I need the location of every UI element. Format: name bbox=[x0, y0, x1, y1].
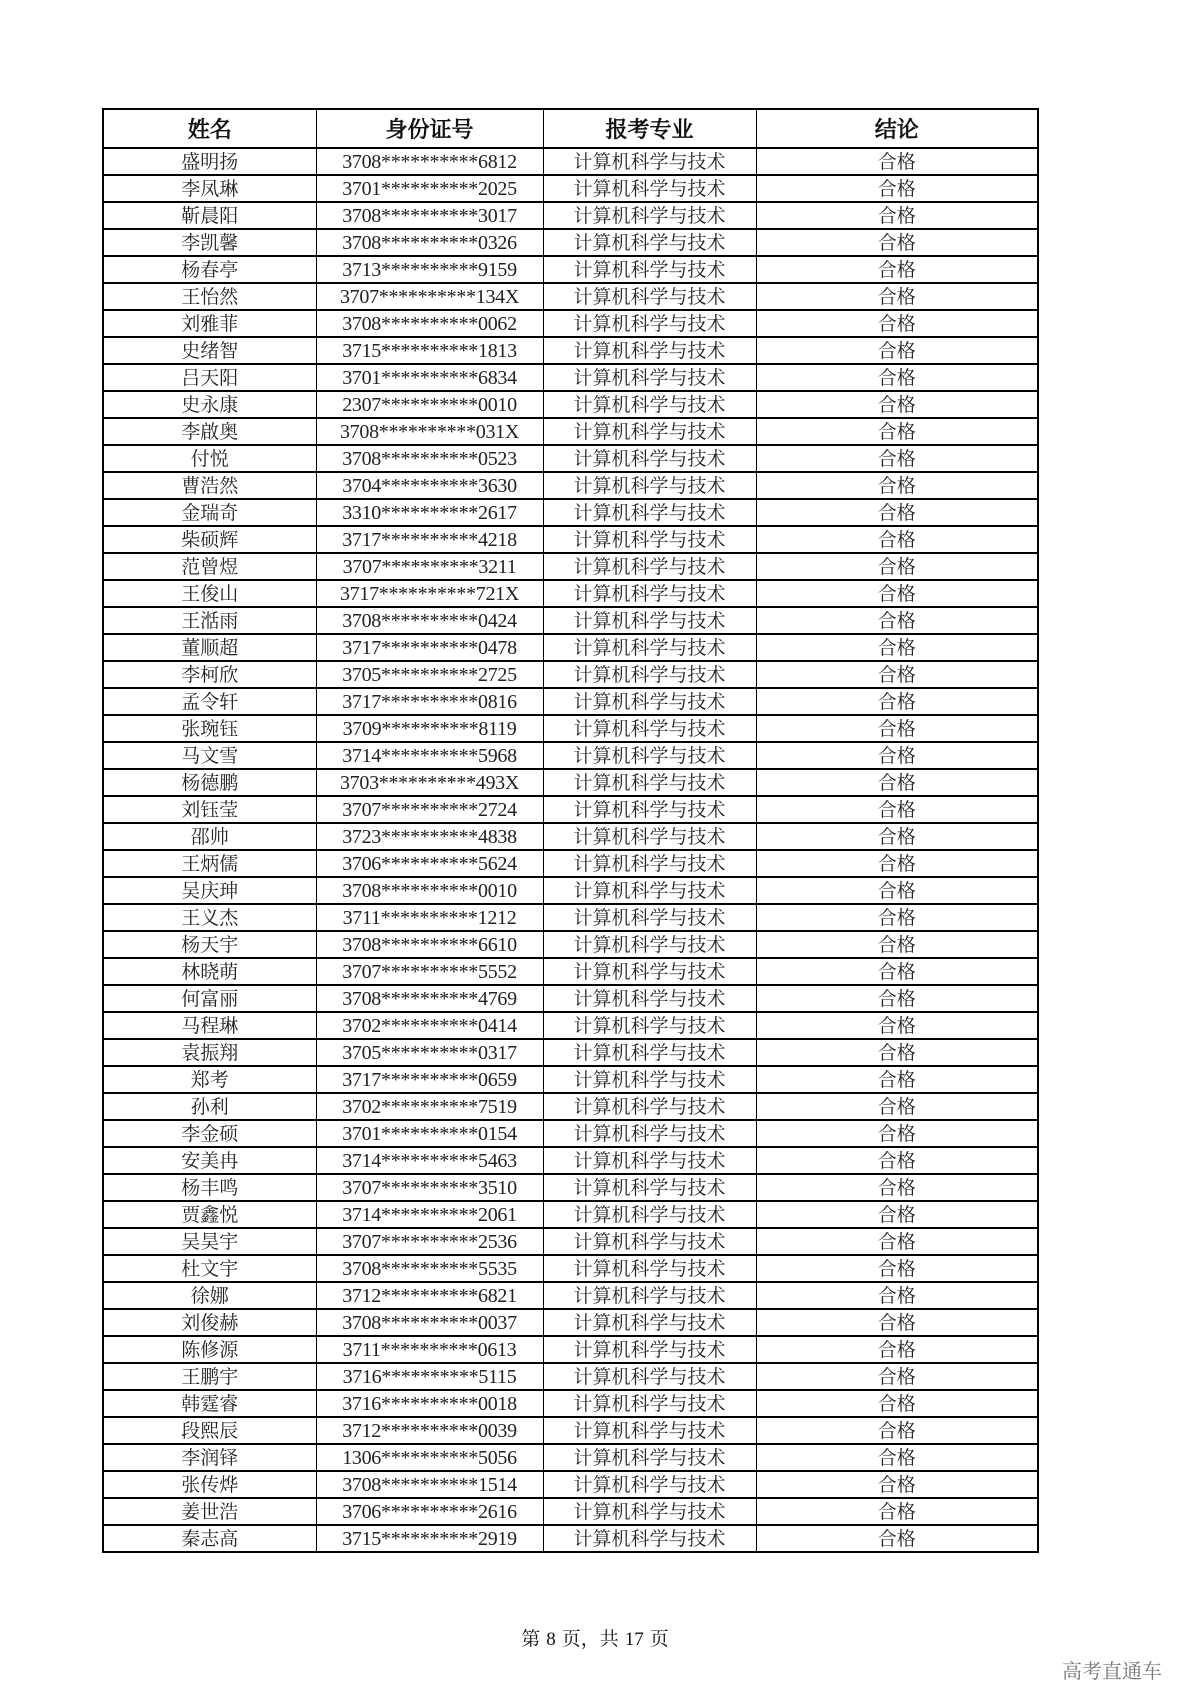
cell-name: 姜世浩 bbox=[103, 1498, 316, 1525]
cell-result: 合格 bbox=[756, 1066, 1038, 1093]
table-row bbox=[103, 1066, 1038, 1093]
cell-id-number: 3702**********0414 bbox=[316, 1012, 543, 1039]
cell-name: 郑考 bbox=[103, 1066, 316, 1093]
cell-id-number: 3714**********2061 bbox=[316, 1201, 543, 1228]
cell-major: 计算机科学与技术 bbox=[543, 1120, 756, 1147]
cell-id-number: 3701**********6834 bbox=[316, 364, 543, 391]
table-row bbox=[103, 202, 1038, 229]
cell-result: 合格 bbox=[756, 931, 1038, 958]
cell-name: 袁振翔 bbox=[103, 1039, 316, 1066]
page-mid: 页，共 bbox=[561, 1629, 619, 1650]
cell-major: 计算机科学与技术 bbox=[543, 1282, 756, 1309]
cell-name: 马程琳 bbox=[103, 1012, 316, 1039]
cell-major: 计算机科学与技术 bbox=[543, 391, 756, 418]
cell-id-number: 3708**********6812 bbox=[316, 148, 543, 175]
table-row bbox=[103, 1363, 1038, 1390]
cell-result: 合格 bbox=[756, 310, 1038, 337]
cell-result: 合格 bbox=[756, 1147, 1038, 1174]
cell-result: 合格 bbox=[756, 985, 1038, 1012]
table-row bbox=[103, 661, 1038, 688]
cell-name: 马文雪 bbox=[103, 742, 316, 769]
table-row bbox=[103, 958, 1038, 985]
cell-major: 计算机科学与技术 bbox=[543, 742, 756, 769]
cell-name: 王俊山 bbox=[103, 580, 316, 607]
cell-name: 刘俊赫 bbox=[103, 1309, 316, 1336]
page-indicator bbox=[0, 1624, 1190, 1651]
cell-name: 柴硕辉 bbox=[103, 526, 316, 553]
table-row bbox=[103, 1417, 1038, 1444]
cell-name: 董顺超 bbox=[103, 634, 316, 661]
cell-id-number: 3701**********0154 bbox=[316, 1120, 543, 1147]
cell-id-number: 3717**********4218 bbox=[316, 526, 543, 553]
cell-major: 计算机科学与技术 bbox=[543, 823, 756, 850]
cell-name: 刘雅菲 bbox=[103, 310, 316, 337]
cell-id-number: 3717**********0816 bbox=[316, 688, 543, 715]
cell-name: 张传烨 bbox=[103, 1471, 316, 1498]
cell-name: 王炳儒 bbox=[103, 850, 316, 877]
table-row bbox=[103, 877, 1038, 904]
cell-id-number: 3712**********0039 bbox=[316, 1417, 543, 1444]
cell-result: 合格 bbox=[756, 769, 1038, 796]
cell-id-number: 3708**********0037 bbox=[316, 1309, 543, 1336]
cell-major: 计算机科学与技术 bbox=[543, 661, 756, 688]
cell-name: 陈修源 bbox=[103, 1336, 316, 1363]
cell-result: 合格 bbox=[756, 1363, 1038, 1390]
cell-id-number: 3310**********2617 bbox=[316, 499, 543, 526]
table-row bbox=[103, 904, 1038, 931]
cell-result: 合格 bbox=[756, 742, 1038, 769]
results-table bbox=[102, 108, 1039, 1553]
cell-major: 计算机科学与技术 bbox=[543, 526, 756, 553]
cell-result: 合格 bbox=[756, 958, 1038, 985]
cell-result: 合格 bbox=[756, 1012, 1038, 1039]
cell-name: 秦志高 bbox=[103, 1525, 316, 1552]
cell-name: 李啟奥 bbox=[103, 418, 316, 445]
table-row bbox=[103, 850, 1038, 877]
table-row bbox=[103, 769, 1038, 796]
cell-major: 计算机科学与技术 bbox=[543, 472, 756, 499]
cell-id-number: 3709**********8119 bbox=[316, 715, 543, 742]
cell-result: 合格 bbox=[756, 715, 1038, 742]
table-row bbox=[103, 1444, 1038, 1471]
table-row bbox=[103, 1498, 1038, 1525]
cell-name: 刘钰莹 bbox=[103, 796, 316, 823]
table-row bbox=[103, 283, 1038, 310]
cell-name: 付悦 bbox=[103, 445, 316, 472]
cell-major: 计算机科学与技术 bbox=[543, 1093, 756, 1120]
cell-result: 合格 bbox=[756, 364, 1038, 391]
table-row bbox=[103, 1012, 1038, 1039]
cell-major: 计算机科学与技术 bbox=[543, 283, 756, 310]
cell-major: 计算机科学与技术 bbox=[543, 850, 756, 877]
cell-result: 合格 bbox=[756, 823, 1038, 850]
cell-result: 合格 bbox=[756, 418, 1038, 445]
table-body bbox=[103, 148, 1038, 1552]
header-major: 报考专业 bbox=[543, 109, 756, 148]
cell-major: 计算机科学与技术 bbox=[543, 931, 756, 958]
cell-id-number: 3716**********5115 bbox=[316, 1363, 543, 1390]
cell-id-number: 3715**********2919 bbox=[316, 1525, 543, 1552]
cell-name: 张琬钰 bbox=[103, 715, 316, 742]
cell-result: 合格 bbox=[756, 148, 1038, 175]
cell-major: 计算机科学与技术 bbox=[543, 1039, 756, 1066]
table-row bbox=[103, 742, 1038, 769]
cell-major: 计算机科学与技术 bbox=[543, 1012, 756, 1039]
cell-result: 合格 bbox=[756, 283, 1038, 310]
cell-id-number: 3708**********0326 bbox=[316, 229, 543, 256]
table-header-row bbox=[103, 109, 1038, 148]
cell-result: 合格 bbox=[756, 445, 1038, 472]
table-row bbox=[103, 1147, 1038, 1174]
cell-result: 合格 bbox=[756, 391, 1038, 418]
cell-name: 李柯欣 bbox=[103, 661, 316, 688]
cell-major: 计算机科学与技术 bbox=[543, 148, 756, 175]
cell-result: 合格 bbox=[756, 688, 1038, 715]
table-row bbox=[103, 1282, 1038, 1309]
cell-major: 计算机科学与技术 bbox=[543, 1174, 756, 1201]
cell-name: 吴庆珅 bbox=[103, 877, 316, 904]
cell-result: 合格 bbox=[756, 1390, 1038, 1417]
cell-id-number: 3713**********9159 bbox=[316, 256, 543, 283]
cell-id-number: 3714**********5463 bbox=[316, 1147, 543, 1174]
cell-id-number: 3703**********493X bbox=[316, 769, 543, 796]
cell-name: 韩霆睿 bbox=[103, 1390, 316, 1417]
cell-major: 计算机科学与技术 bbox=[543, 769, 756, 796]
cell-result: 合格 bbox=[756, 1228, 1038, 1255]
table-row bbox=[103, 148, 1038, 175]
cell-id-number: 3708**********0062 bbox=[316, 310, 543, 337]
cell-name: 杜文宇 bbox=[103, 1255, 316, 1282]
table-row bbox=[103, 1336, 1038, 1363]
cell-result: 合格 bbox=[756, 337, 1038, 364]
cell-id-number: 3707**********3211 bbox=[316, 553, 543, 580]
cell-id-number: 3704**********3630 bbox=[316, 472, 543, 499]
table-row bbox=[103, 337, 1038, 364]
cell-name: 李凯馨 bbox=[103, 229, 316, 256]
cell-name: 吕天阳 bbox=[103, 364, 316, 391]
cell-name: 李金硕 bbox=[103, 1120, 316, 1147]
table-row bbox=[103, 175, 1038, 202]
cell-result: 合格 bbox=[756, 634, 1038, 661]
table-row bbox=[103, 445, 1038, 472]
cell-result: 合格 bbox=[756, 175, 1038, 202]
cell-major: 计算机科学与技术 bbox=[543, 229, 756, 256]
cell-name: 史绪智 bbox=[103, 337, 316, 364]
cell-result: 合格 bbox=[756, 877, 1038, 904]
page-suffix: 页 bbox=[649, 1629, 669, 1650]
cell-name: 邵帅 bbox=[103, 823, 316, 850]
cell-major: 计算机科学与技术 bbox=[543, 1363, 756, 1390]
cell-name: 史永康 bbox=[103, 391, 316, 418]
cell-major: 计算机科学与技术 bbox=[543, 958, 756, 985]
cell-result: 合格 bbox=[756, 256, 1038, 283]
cell-major: 计算机科学与技术 bbox=[543, 1444, 756, 1471]
table-row bbox=[103, 256, 1038, 283]
cell-major: 计算机科学与技术 bbox=[543, 202, 756, 229]
cell-name: 杨德鹏 bbox=[103, 769, 316, 796]
cell-result: 合格 bbox=[756, 526, 1038, 553]
cell-result: 合格 bbox=[756, 202, 1038, 229]
cell-id-number: 3702**********7519 bbox=[316, 1093, 543, 1120]
table-row bbox=[103, 634, 1038, 661]
cell-major: 计算机科学与技术 bbox=[543, 796, 756, 823]
cell-id-number: 3717**********0659 bbox=[316, 1066, 543, 1093]
cell-name: 王义杰 bbox=[103, 904, 316, 931]
cell-name: 盛明扬 bbox=[103, 148, 316, 175]
cell-id-number: 3708**********1514 bbox=[316, 1471, 543, 1498]
table-row bbox=[103, 391, 1038, 418]
cell-result: 合格 bbox=[756, 1498, 1038, 1525]
cell-name: 杨丰鸣 bbox=[103, 1174, 316, 1201]
cell-name: 吴昊宇 bbox=[103, 1228, 316, 1255]
cell-id-number: 3707**********2536 bbox=[316, 1228, 543, 1255]
cell-major: 计算机科学与技术 bbox=[543, 256, 756, 283]
table-row bbox=[103, 229, 1038, 256]
cell-major: 计算机科学与技术 bbox=[543, 1201, 756, 1228]
cell-major: 计算机科学与技术 bbox=[543, 634, 756, 661]
table-row bbox=[103, 1039, 1038, 1066]
cell-major: 计算机科学与技术 bbox=[543, 553, 756, 580]
header-name: 姓名 bbox=[103, 109, 316, 148]
cell-result: 合格 bbox=[756, 1201, 1038, 1228]
cell-result: 合格 bbox=[756, 904, 1038, 931]
cell-id-number: 3705**********0317 bbox=[316, 1039, 543, 1066]
cell-id-number: 2307**********0010 bbox=[316, 391, 543, 418]
header-result: 结论 bbox=[756, 109, 1038, 148]
cell-name: 金瑞奇 bbox=[103, 499, 316, 526]
cell-result: 合格 bbox=[756, 553, 1038, 580]
cell-result: 合格 bbox=[756, 850, 1038, 877]
cell-major: 计算机科学与技术 bbox=[543, 364, 756, 391]
cell-id-number: 3708**********0010 bbox=[316, 877, 543, 904]
table-row bbox=[103, 364, 1038, 391]
table-row bbox=[103, 1390, 1038, 1417]
cell-major: 计算机科学与技术 bbox=[543, 1525, 756, 1552]
table-row bbox=[103, 985, 1038, 1012]
table-row bbox=[103, 472, 1038, 499]
cell-id-number: 1306**********5056 bbox=[316, 1444, 543, 1471]
table-row bbox=[103, 1201, 1038, 1228]
table-row bbox=[103, 796, 1038, 823]
cell-major: 计算机科学与技术 bbox=[543, 175, 756, 202]
cell-id-number: 3707**********5552 bbox=[316, 958, 543, 985]
cell-major: 计算机科学与技术 bbox=[543, 1147, 756, 1174]
cell-major: 计算机科学与技术 bbox=[543, 445, 756, 472]
cell-major: 计算机科学与技术 bbox=[543, 310, 756, 337]
table-row bbox=[103, 931, 1038, 958]
cell-name: 靳晨阳 bbox=[103, 202, 316, 229]
cell-id-number: 3708**********5535 bbox=[316, 1255, 543, 1282]
cell-major: 计算机科学与技术 bbox=[543, 1066, 756, 1093]
cell-major: 计算机科学与技术 bbox=[543, 1417, 756, 1444]
cell-name: 杨春亭 bbox=[103, 256, 316, 283]
cell-major: 计算机科学与技术 bbox=[543, 337, 756, 364]
cell-name: 徐娜 bbox=[103, 1282, 316, 1309]
table-row bbox=[103, 526, 1038, 553]
page-prefix: 第 bbox=[521, 1629, 541, 1650]
cell-major: 计算机科学与技术 bbox=[543, 877, 756, 904]
cell-major: 计算机科学与技术 bbox=[543, 499, 756, 526]
cell-name: 王怡然 bbox=[103, 283, 316, 310]
cell-name: 何富丽 bbox=[103, 985, 316, 1012]
cell-major: 计算机科学与技术 bbox=[543, 580, 756, 607]
cell-major: 计算机科学与技术 bbox=[543, 1471, 756, 1498]
cell-result: 合格 bbox=[756, 229, 1038, 256]
cell-major: 计算机科学与技术 bbox=[543, 1498, 756, 1525]
cell-id-number: 3717**********721X bbox=[316, 580, 543, 607]
header-id-number: 身份证号 bbox=[316, 109, 543, 148]
cell-major: 计算机科学与技术 bbox=[543, 904, 756, 931]
table-row bbox=[103, 499, 1038, 526]
cell-id-number: 3714**********5968 bbox=[316, 742, 543, 769]
cell-major: 计算机科学与技术 bbox=[543, 1390, 756, 1417]
cell-id-number: 3708**********0424 bbox=[316, 607, 543, 634]
table-row bbox=[103, 418, 1038, 445]
table-row bbox=[103, 823, 1038, 850]
cell-id-number: 3707**********134X bbox=[316, 283, 543, 310]
cell-result: 合格 bbox=[756, 499, 1038, 526]
table-row bbox=[103, 607, 1038, 634]
cell-id-number: 3701**********2025 bbox=[316, 175, 543, 202]
cell-id-number: 3716**********0018 bbox=[316, 1390, 543, 1417]
cell-result: 合格 bbox=[756, 1417, 1038, 1444]
cell-name: 王湉雨 bbox=[103, 607, 316, 634]
table-row bbox=[103, 1309, 1038, 1336]
table-row bbox=[103, 1471, 1038, 1498]
current-page: 8 bbox=[546, 1629, 556, 1650]
cell-result: 合格 bbox=[756, 580, 1038, 607]
table-row bbox=[103, 1093, 1038, 1120]
table-row bbox=[103, 1525, 1038, 1552]
cell-result: 合格 bbox=[756, 1525, 1038, 1552]
cell-id-number: 3707**********2724 bbox=[316, 796, 543, 823]
cell-major: 计算机科学与技术 bbox=[543, 1228, 756, 1255]
cell-result: 合格 bbox=[756, 1255, 1038, 1282]
table-row bbox=[103, 1174, 1038, 1201]
table-row bbox=[103, 715, 1038, 742]
cell-major: 计算机科学与技术 bbox=[543, 688, 756, 715]
cell-major: 计算机科学与技术 bbox=[543, 1255, 756, 1282]
cell-result: 合格 bbox=[756, 1174, 1038, 1201]
cell-major: 计算机科学与技术 bbox=[543, 985, 756, 1012]
total-pages: 17 bbox=[624, 1629, 644, 1650]
cell-result: 合格 bbox=[756, 607, 1038, 634]
cell-id-number: 3712**********6821 bbox=[316, 1282, 543, 1309]
cell-id-number: 3708**********031X bbox=[316, 418, 543, 445]
cell-id-number: 3723**********4838 bbox=[316, 823, 543, 850]
cell-result: 合格 bbox=[756, 1039, 1038, 1066]
cell-id-number: 3706**********2616 bbox=[316, 1498, 543, 1525]
cell-result: 合格 bbox=[756, 1282, 1038, 1309]
cell-name: 王鹏宇 bbox=[103, 1363, 316, 1390]
cell-id-number: 3708**********6610 bbox=[316, 931, 543, 958]
cell-major: 计算机科学与技术 bbox=[543, 1336, 756, 1363]
table-row bbox=[103, 1255, 1038, 1282]
cell-major: 计算机科学与技术 bbox=[543, 607, 756, 634]
cell-name: 李润铎 bbox=[103, 1444, 316, 1471]
cell-name: 孟令轩 bbox=[103, 688, 316, 715]
cell-name: 曹浩然 bbox=[103, 472, 316, 499]
cell-name: 孙利 bbox=[103, 1093, 316, 1120]
table-row bbox=[103, 580, 1038, 607]
cell-id-number: 3708**********3017 bbox=[316, 202, 543, 229]
cell-id-number: 3708**********0523 bbox=[316, 445, 543, 472]
table-row bbox=[103, 553, 1038, 580]
cell-id-number: 3715**********1813 bbox=[316, 337, 543, 364]
cell-id-number: 3711**********0613 bbox=[316, 1336, 543, 1363]
cell-name: 杨天宇 bbox=[103, 931, 316, 958]
cell-major: 计算机科学与技术 bbox=[543, 418, 756, 445]
cell-result: 合格 bbox=[756, 1444, 1038, 1471]
cell-id-number: 3711**********1212 bbox=[316, 904, 543, 931]
table-row bbox=[103, 310, 1038, 337]
cell-result: 合格 bbox=[756, 796, 1038, 823]
cell-id-number: 3706**********5624 bbox=[316, 850, 543, 877]
watermark: 高考直通车 bbox=[1062, 1659, 1162, 1683]
table-row bbox=[103, 688, 1038, 715]
cell-result: 合格 bbox=[756, 472, 1038, 499]
cell-name: 李凤琳 bbox=[103, 175, 316, 202]
cell-result: 合格 bbox=[756, 1336, 1038, 1363]
cell-name: 范曾煜 bbox=[103, 553, 316, 580]
cell-result: 合格 bbox=[756, 661, 1038, 688]
cell-id-number: 3705**********2725 bbox=[316, 661, 543, 688]
cell-result: 合格 bbox=[756, 1093, 1038, 1120]
cell-id-number: 3707**********3510 bbox=[316, 1174, 543, 1201]
cell-id-number: 3717**********0478 bbox=[316, 634, 543, 661]
table-row bbox=[103, 1120, 1038, 1147]
cell-name: 林晓萌 bbox=[103, 958, 316, 985]
cell-name: 安美冉 bbox=[103, 1147, 316, 1174]
cell-major: 计算机科学与技术 bbox=[543, 715, 756, 742]
table-row bbox=[103, 1228, 1038, 1255]
cell-id-number: 3708**********4769 bbox=[316, 985, 543, 1012]
cell-result: 合格 bbox=[756, 1309, 1038, 1336]
cell-name: 段熙辰 bbox=[103, 1417, 316, 1444]
cell-result: 合格 bbox=[756, 1471, 1038, 1498]
cell-name: 贾鑫悦 bbox=[103, 1201, 316, 1228]
cell-major: 计算机科学与技术 bbox=[543, 1309, 756, 1336]
cell-result: 合格 bbox=[756, 1120, 1038, 1147]
